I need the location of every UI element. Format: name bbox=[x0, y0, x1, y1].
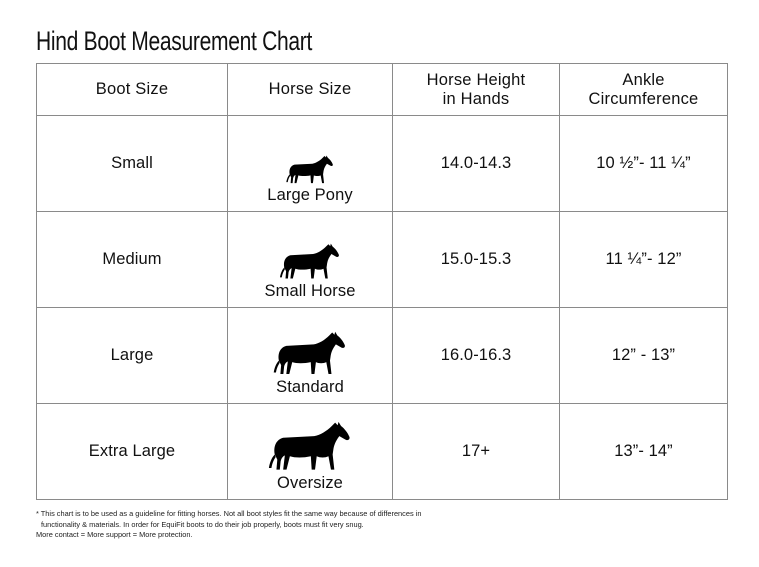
horse-height-cell: 15.0-15.3 bbox=[393, 212, 560, 308]
table-row bbox=[37, 308, 728, 404]
header-horse-height-line2: in Hands bbox=[442, 89, 510, 108]
horse-silhouette-icon bbox=[279, 243, 341, 281]
horse-height-cell: 16.0-16.3 bbox=[393, 308, 560, 404]
table-row bbox=[37, 116, 728, 212]
footnote-line: More contact = More support = More protection. bbox=[36, 530, 193, 539]
measurement-table bbox=[36, 63, 728, 500]
boot-size-cell: Medium bbox=[37, 212, 228, 308]
horse-silhouette-icon bbox=[285, 155, 335, 185]
ankle-circumference-cell: 11 ¼”- 12” bbox=[560, 212, 728, 308]
page-title: Hind Boot Measurement Chart bbox=[36, 26, 313, 56]
boot-size-cell: Large bbox=[37, 308, 228, 404]
horse-size-cell bbox=[228, 404, 393, 500]
boot-size-cell: Small bbox=[37, 116, 228, 212]
horse-size-cell bbox=[228, 308, 393, 404]
header-horse-height-line1: Horse Height bbox=[426, 70, 526, 89]
boot-size-cell: Extra Large bbox=[37, 404, 228, 500]
horse-height-cell: 14.0-14.3 bbox=[393, 116, 560, 212]
horse-silhouette-icon bbox=[273, 331, 347, 377]
header-horse-size: Horse Size bbox=[228, 64, 393, 116]
footnote-line: * This chart is to be used as a guideline for fitting horses. Not all boot styles fit the same way because of differences in bbox=[36, 509, 422, 518]
header-ankle-line2: Circumference bbox=[588, 89, 699, 108]
header-row bbox=[37, 64, 728, 116]
ankle-circumference-cell: 12” - 13” bbox=[560, 308, 728, 404]
horse-size-cell bbox=[228, 116, 393, 212]
footnote-line: functionality & materials. In order for EquiFit boots to do their job properly, boots must fit very snug. bbox=[41, 519, 364, 529]
header-ankle-circumference bbox=[560, 64, 728, 116]
horse-silhouette-icon bbox=[268, 421, 352, 473]
horse-size-label: Oversize bbox=[277, 474, 343, 492]
header-ankle-line1: Ankle bbox=[622, 70, 665, 89]
horse-height-cell: 17+ bbox=[393, 404, 560, 500]
table-row bbox=[37, 404, 728, 500]
header-boot-size: Boot Size bbox=[37, 64, 228, 116]
horse-size-label: Standard bbox=[276, 378, 344, 396]
horse-size-label: Small Horse bbox=[264, 282, 356, 300]
horse-size-cell bbox=[228, 212, 393, 308]
table-row bbox=[37, 212, 728, 308]
header-horse-height bbox=[393, 64, 560, 116]
ankle-circumference-cell: 10 ½”- 11 ¼” bbox=[560, 116, 728, 212]
footnote bbox=[36, 509, 736, 541]
ankle-circumference-cell: 13”- 14” bbox=[560, 404, 728, 500]
horse-size-label: Large Pony bbox=[267, 186, 353, 204]
